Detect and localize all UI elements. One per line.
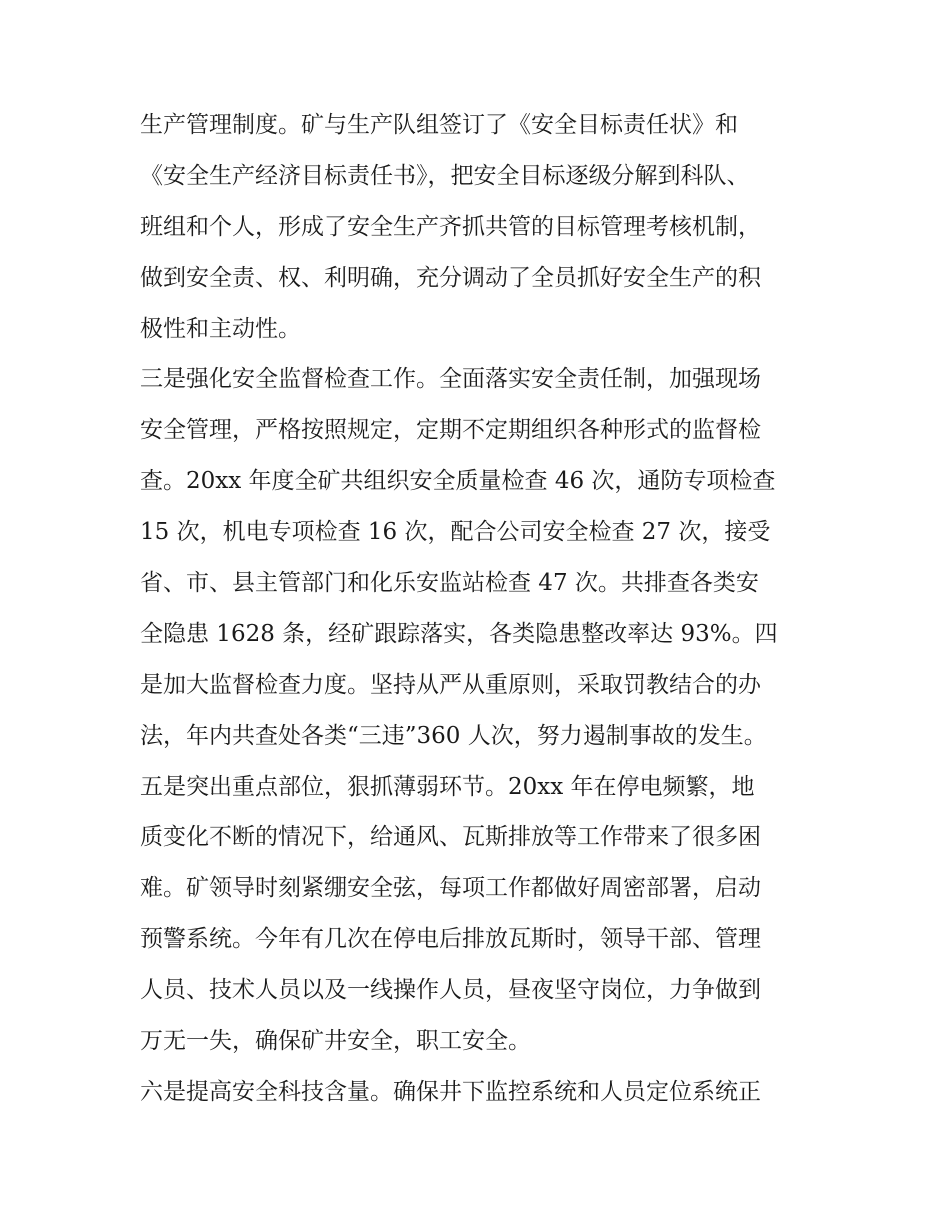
text-line: 班组和个人，形成了安全生产齐抓共管的目标管理考核机制， bbox=[140, 213, 761, 240]
text-line: 人员、技术人员以及一线操作人员，昼夜坚守岗位，力争做到 bbox=[140, 977, 761, 1004]
text-line: 三是强化安全监督检查工作。全面落实安全责任制，加强现场 bbox=[140, 366, 761, 393]
text-line: 质变化不断的情况下，给通风、瓦斯排放等工作带来了很多困 bbox=[140, 824, 761, 851]
text-line: 极性和主动性。 bbox=[140, 315, 301, 342]
text-line: 六是提高安全科技含量。确保井下监控系统和人员定位系统正 bbox=[140, 1078, 761, 1105]
text-line: 难。矿领导时刻紧绷安全弦，每项工作都做好周密部署，启动 bbox=[140, 875, 761, 902]
text-line: 五是突出重点部位，狠抓薄弱环节。20xx 年在停电频繁，地 bbox=[140, 773, 755, 800]
text-line: 预警系统。今年有几次在停电后排放瓦斯时，领导干部、管理 bbox=[140, 926, 761, 953]
text-line: 法，年内共查处各类“三违”360 人次，努力遏制事故的发生。 bbox=[140, 722, 767, 749]
text-line: 15 次，机电专项检查 16 次，配合公司安全检查 27 次，接受 bbox=[140, 519, 771, 546]
text-line: 做到安全责、权、利明确，充分调动了全员抓好安全生产的积 bbox=[140, 264, 761, 291]
text-line: 安全管理，严格按照规定，定期不定期组织各种形式的监督检 bbox=[140, 417, 761, 444]
paragraph-safety-technology bbox=[140, 1067, 815, 1118]
text-line: 省、市、县主管部门和化乐安监站检查 47 次。共排查各类安 bbox=[140, 570, 759, 597]
document-body bbox=[140, 100, 815, 1118]
text-line: 生产管理制度。矿与生产队组签订了《安全目标责任状》和 bbox=[140, 112, 738, 138]
text-line: 查。20xx 年度全矿共组织安全质量检查 46 次，通防专项检查 bbox=[140, 468, 776, 495]
paragraph-management-system bbox=[140, 100, 815, 354]
paragraph-safety-inspection bbox=[140, 354, 815, 1066]
text-line: 全隐患 1628 条，经矿跟踪落实，各类隐患整改率达 93%。四 bbox=[140, 620, 778, 647]
text-line: 《安全生产经济目标责任书》，把安全目标逐级分解到科队、 bbox=[140, 162, 750, 189]
text-line: 是加大监督检查力度。坚持从严从重原则，采取罚教结合的办 bbox=[140, 671, 761, 698]
text-line: 万无一失，确保矿井安全，职工安全。 bbox=[140, 1028, 531, 1055]
